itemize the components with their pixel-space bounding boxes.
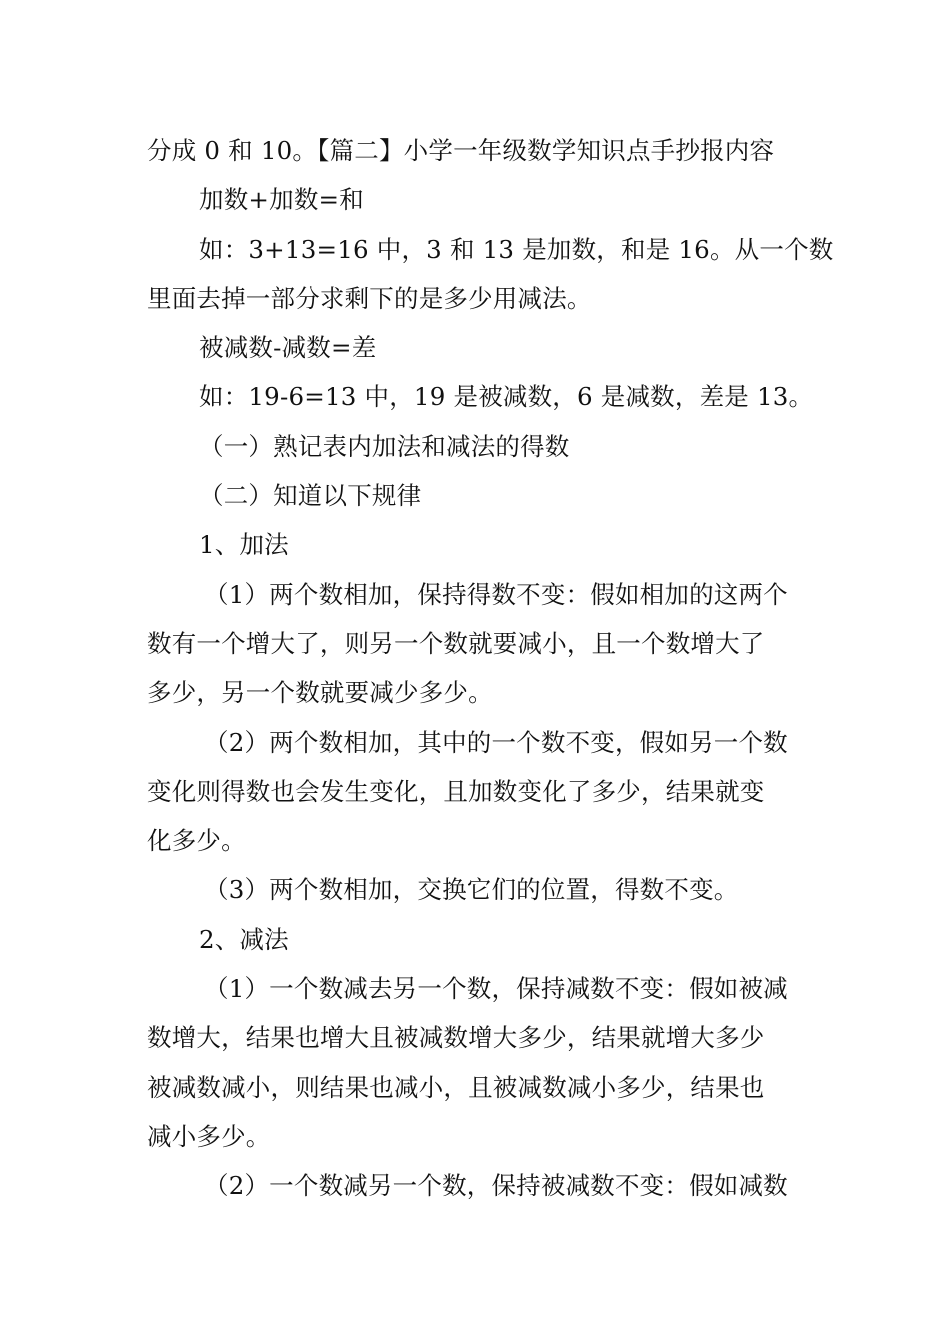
subtraction-rule-1-line-4: 减小多少。: [147, 1121, 271, 1151]
section-heading-one: （一）熟记表内加法和减法的得数: [199, 431, 570, 461]
subheading-addition: 1、加法: [199, 530, 289, 560]
text-line-subtraction-formula: 被减数-减数=差: [199, 333, 377, 363]
document-body: [147, 126, 834, 1211]
addition-rule-2-line-1: （2）两个数相加，其中的一个数不变，假如另一个数: [204, 727, 788, 757]
addition-rule-1-line-3: 多少，另一个数就要减少多少。: [147, 678, 493, 708]
subtraction-rule-1-line-3: 被减数减小，则结果也减小，且被减数减小多少，结果也: [147, 1072, 765, 1102]
text-line-addition-example: 如：3+13=16 中，3 和 13 是加数，和是 16。从一个数: [199, 234, 834, 264]
text-line-subtraction-example: 如：19-6=13 中，19 是被减数，6 是减数，差是 13。: [199, 382, 814, 412]
addition-rule-1-line-2: 数有一个增大了，则另一个数就要减小，且一个数增大了: [147, 628, 765, 658]
addition-rule-2-line-3: 化多少。: [147, 826, 246, 856]
addition-rule-3: （3）两个数相加，交换它们的位置，得数不变。: [204, 875, 739, 905]
text-line-continuation: 分成 0 和 10。【篇二】小学一年级数学知识点手抄报内容: [147, 136, 775, 165]
addition-rule-1-line-1: （1）两个数相加，保持得数不变：假如相加的这两个: [204, 579, 788, 609]
text-line-addition-formula: 加数+加数=和: [199, 185, 364, 215]
subtraction-rule-1-line-1: （1）一个数减去另一个数，保持减数不变：假如被减: [204, 974, 788, 1004]
subtraction-rule-1-line-2: 数增大，结果也增大且被减数增大多少，结果就增大多少: [147, 1023, 765, 1053]
text-line-subtraction-definition: 里面去掉一部分求剩下的是多少用减法。: [147, 283, 592, 313]
section-heading-two: （二）知道以下规律: [199, 481, 422, 511]
subtraction-rule-2-line-1: （2）一个数减另一个数，保持被减数不变：假如减数: [204, 1171, 788, 1201]
subheading-subtraction: 2、减法: [199, 924, 289, 954]
addition-rule-2-line-2: 变化则得数也会发生变化，且加数变化了多少，结果就变: [147, 776, 765, 806]
